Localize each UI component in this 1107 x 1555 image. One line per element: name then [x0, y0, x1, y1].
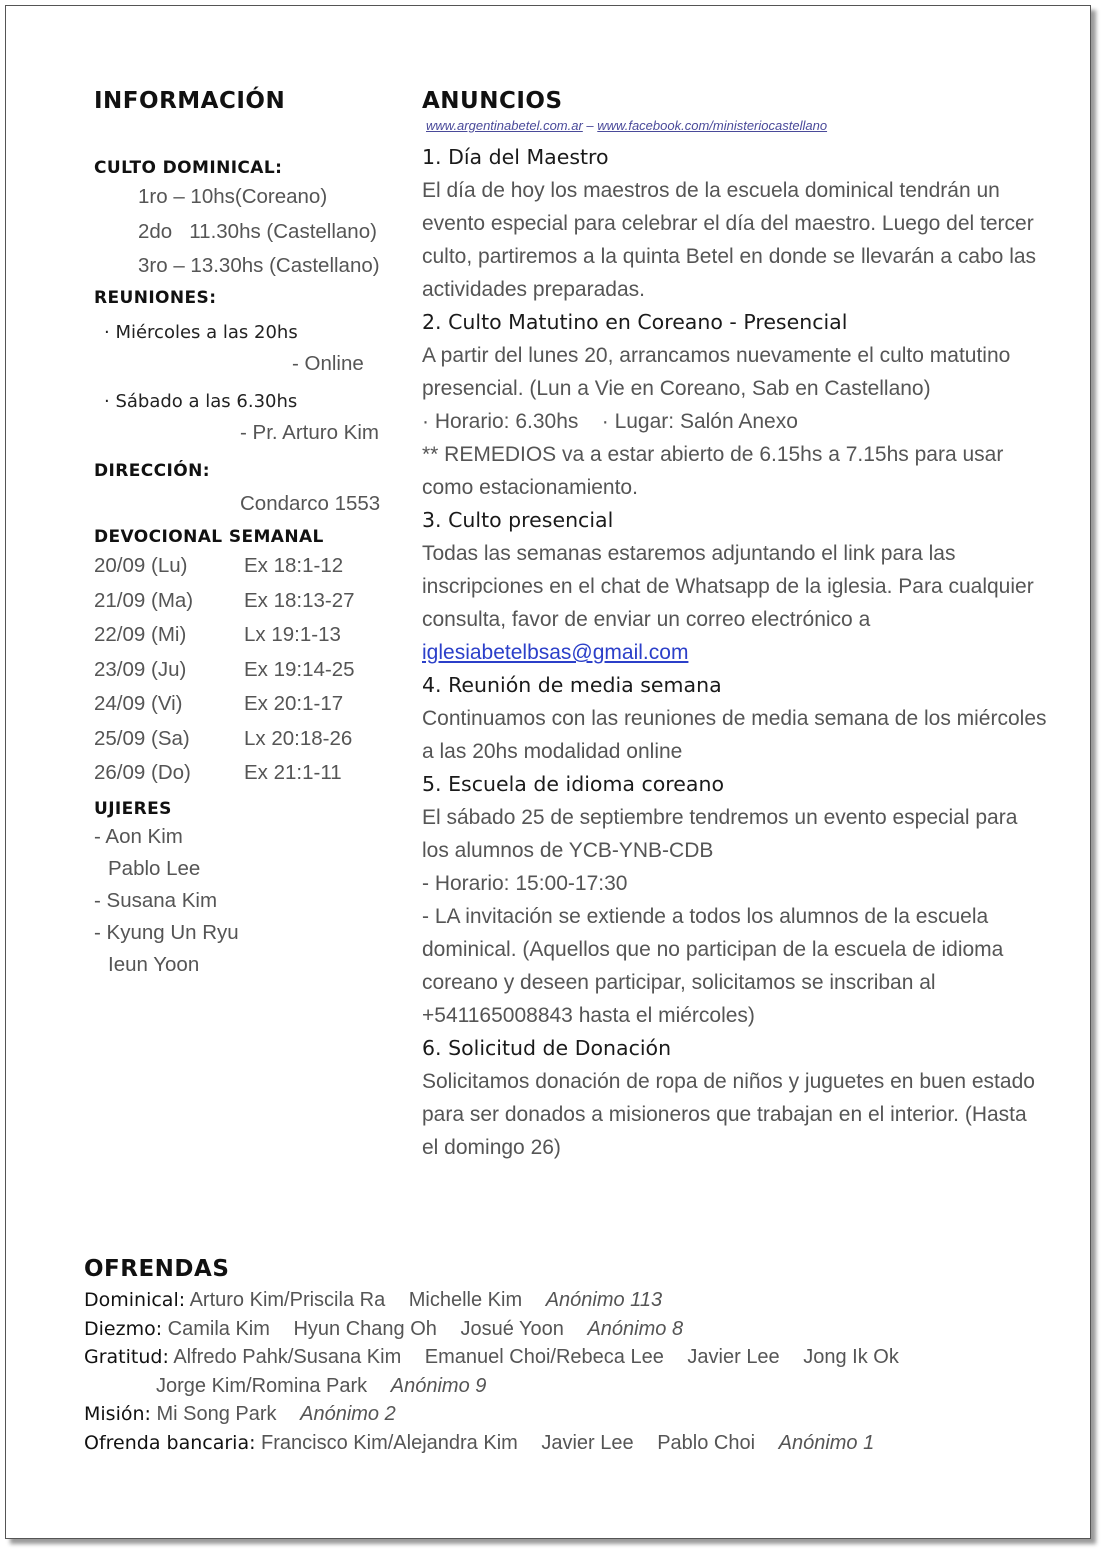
email-link[interactable]: iglesiabetelbsas@gmail.com — [422, 641, 689, 664]
ofrenda-name: Francisco Kim/Alejandra Kim — [261, 1431, 518, 1454]
ofrenda-anonimo: Anónimo 1 — [778, 1431, 875, 1454]
anuncio-body: El sábado 25 de septiembre tendremos un evento especial para los alumnos de YCB-YNB-CDB — [422, 806, 1018, 862]
anuncio-title: 1. Día del Maestro — [422, 145, 609, 169]
anuncio-note: - LA invitación se extiende a todos los alumnos de la escuela dominical. (Aquellos que no participan de la escuela de idioma coreano y deseen participar, solicitamos se inscriban al +541165008843 hasta el miércoles) — [422, 905, 1004, 1027]
ofrenda-diezmo-row — [84, 1315, 1064, 1344]
ofrenda-name: Javier Lee — [687, 1346, 780, 1368]
email-line — [422, 636, 1047, 669]
facebook-link[interactable]: www.facebook.com/ministeriocastellano — [597, 118, 828, 133]
ofrenda-gratitud-row — [84, 1343, 1064, 1372]
bulletin-page — [5, 5, 1091, 1539]
devocional-row — [94, 722, 399, 757]
devocional-date: 22/09 (Mi) — [94, 623, 187, 646]
ofrenda-label: Dominical: — [84, 1289, 186, 1311]
anuncio-2 — [422, 306, 1047, 504]
anuncio-body: Continuamos con las reuniones de media semana de los miércoles a las 20hs modalidad online — [422, 707, 1047, 763]
ujieres-list — [94, 821, 399, 981]
reuniones-title: REUNIONES: — [94, 287, 217, 308]
reunion-1: · Miércoles a las 20hs — [104, 321, 298, 343]
devocional-row — [94, 618, 399, 653]
devocional-date: 24/09 (Vi) — [94, 692, 183, 715]
ofrendas-title: OFRENDAS — [84, 1256, 230, 1282]
ofrenda-name: Mi Song Park — [156, 1403, 277, 1425]
anuncio-note: ** REMEDIOS va a estar abierto de 6.15hs a 7.15hs para usar como estacionamiento. — [422, 443, 1004, 499]
culto-1: 1ro – 10hs(Coreano) — [138, 185, 328, 208]
ofrenda-name: Jorge Kim/Romina Park — [156, 1374, 368, 1397]
anuncio-schedule: - Horario: 15:00-17:30 — [422, 872, 628, 895]
culto-2: 2do 11.30hs (Castellano) — [138, 219, 377, 243]
devocional-ref: Ex 18:1-12 — [244, 554, 344, 577]
devocional-ref: Ex 19:14-25 — [244, 657, 355, 681]
anuncio-title: 6. Solicitud de Donación — [422, 1036, 672, 1060]
reunion-2: · Sábado a las 6.30hs — [104, 391, 298, 412]
ofrenda-name: Camila Kim — [167, 1317, 270, 1340]
ofrenda-mision-row — [84, 1400, 1064, 1429]
ofrenda-label: Misión: — [84, 1403, 151, 1425]
anuncio-body: Todas las semanas estaremos adjuntando el link para las inscripciones en el chat de Whatsapp de la iglesia. Para cualquier consulta, favor de enviar un correo electrónico a — [422, 542, 1034, 631]
anuncio-6 — [422, 1032, 1047, 1164]
anuncio-body: El día de hoy los maestros de la escuela dominical tendrán un evento especial para celebrar el día del maestro. Luego del tercer culto, partiremos a la quinta Betel en donde se llevarán a cabo las actividades preparadas. — [422, 179, 1037, 301]
ofrenda-name: Michelle Kim — [408, 1289, 523, 1311]
info-column — [94, 86, 399, 981]
devocional-date: 25/09 (Sa) — [94, 726, 190, 750]
ofrenda-anonimo: Anónimo 2 — [300, 1403, 396, 1425]
anuncio-5 — [422, 768, 1047, 1032]
ofrenda-label: Gratitud: — [84, 1346, 169, 1368]
ofrenda-name: Alfredo Pahk/Susana Kim — [173, 1346, 402, 1368]
ofrenda-anonimo: Anónimo 113 — [545, 1289, 663, 1311]
anuncio-schedule: · Horario: 6.30hs · Lugar: Salón Anexo — [422, 410, 798, 433]
ujier-name: - Kyung Un Ryu — [94, 920, 239, 944]
anuncio-body: Solicitamos donación de ropa de niños y juguetes en buen estado para ser donados a misioneros que trabajan en el interior. (Hasta el domingo 26) — [422, 1070, 1035, 1159]
reunion-1-detail: - Online — [292, 351, 364, 375]
ofrenda-label: Diezmo: — [84, 1317, 163, 1340]
devocional-row — [94, 584, 399, 619]
devocional-row — [94, 687, 399, 722]
devocional-title: DEVOCIONAL SEMANAL — [94, 527, 324, 547]
ofrenda-dominical-row — [84, 1286, 1064, 1315]
direccion-title: DIRECCIÓN: — [94, 460, 210, 481]
devocional-list — [94, 549, 399, 791]
devocional-ref: Lx 20:18-26 — [244, 726, 353, 750]
devocional-date: 20/09 (Lu) — [94, 554, 188, 577]
ujier-name: Pablo Lee — [108, 856, 201, 880]
ujier-name: - Aon Kim — [94, 824, 183, 848]
anuncio-3 — [422, 504, 1047, 669]
ofrenda-name: Hyun Chang Oh — [293, 1317, 437, 1340]
ofrenda-name: Jong Ik Ok — [803, 1346, 899, 1368]
ofrendas-section — [84, 1256, 1064, 1457]
ofrenda-name: Josué Yoon — [460, 1317, 564, 1340]
ofrenda-name: Arturo Kim/Priscila Ra — [189, 1289, 386, 1311]
ofrenda-name: Pablo Choi — [657, 1431, 756, 1454]
devocional-ref: Ex 21:1-11 — [244, 761, 342, 784]
devocional-date: 21/09 (Ma) — [94, 588, 194, 612]
devocional-date: 26/09 (Do) — [94, 761, 191, 784]
devocional-ref: Ex 20:1-17 — [244, 692, 344, 715]
culto-3: 3ro – 13.30hs (Castellano) — [138, 254, 380, 277]
anuncio-title: 2. Culto Matutino en Coreano - Presencial — [422, 310, 848, 334]
anuncios-column — [422, 86, 1047, 1164]
culto-title: CULTO DOMINICAL: — [94, 158, 283, 178]
devocional-ref: Ex 18:13-27 — [244, 588, 355, 612]
ujieres-title: UJIERES — [94, 798, 172, 819]
ofrenda-gratitud-row-2 — [84, 1372, 1064, 1401]
website-link[interactable]: www.argentinabetel.com.ar — [426, 118, 583, 133]
ofrenda-anonimo: Anónimo 8 — [587, 1317, 684, 1340]
reunion-2-detail: - Pr. Arturo Kim — [240, 421, 379, 444]
anuncio-title: 3. Culto presencial — [422, 508, 614, 532]
anuncio-4 — [422, 669, 1047, 768]
devocional-row — [94, 549, 399, 584]
devocional-date: 23/09 (Ju) — [94, 657, 187, 681]
direccion-value: Condarco 1553 — [240, 491, 381, 515]
anuncio-title: 5. Escuela de idioma coreano — [422, 772, 724, 796]
anuncios-title: ANUNCIOS — [422, 88, 563, 114]
ofrenda-label: Ofrenda bancaria: — [84, 1431, 256, 1454]
ofrenda-name: Emanuel Choi/Rebeca Lee — [424, 1346, 664, 1368]
info-title: INFORMACIÓN — [94, 88, 286, 114]
devocional-row — [94, 653, 399, 688]
anuncio-body: A partir del lunes 20, arrancamos nuevamente el culto matutino presencial. (Lun a Vie en Coreano, Sab en Castellano) — [422, 344, 1011, 400]
devocional-row — [94, 756, 399, 791]
ofrenda-anonimo: Anónimo 9 — [390, 1374, 487, 1397]
links-line — [426, 118, 1047, 133]
links-separator: – — [582, 118, 598, 133]
ofrenda-bancaria-row — [84, 1429, 1064, 1458]
anuncio-title: 4. Reunión de media semana — [422, 673, 722, 697]
ofrenda-name: Javier Lee — [541, 1431, 634, 1454]
ujier-name: - Susana Kim — [94, 888, 218, 912]
anuncio-1 — [422, 141, 1047, 306]
ujier-name: Ieun Yoon — [108, 952, 200, 976]
devocional-ref: Lx 19:1-13 — [244, 623, 341, 646]
